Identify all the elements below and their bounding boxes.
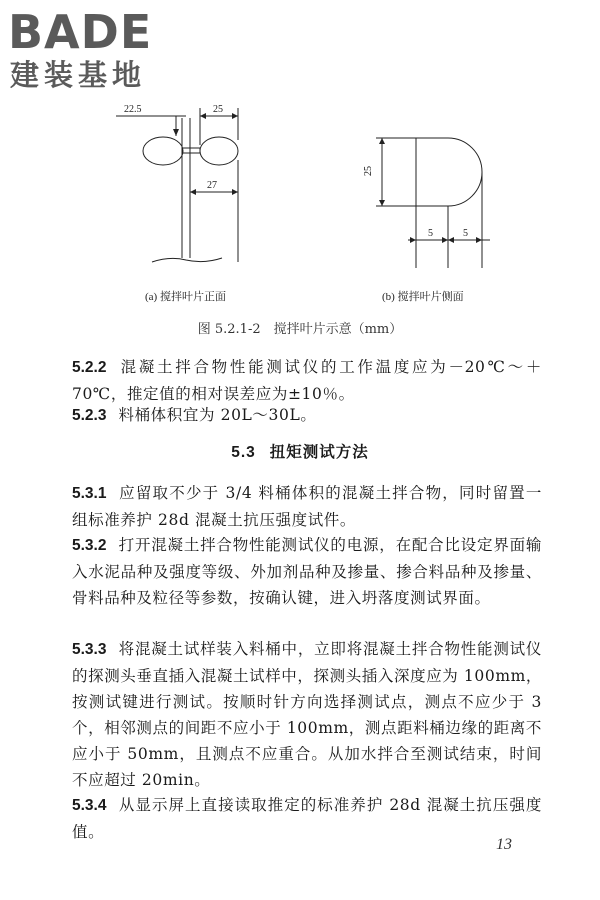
clause-text: 料桶体积宜为 20L～30L。 [118,406,317,424]
paragraph-5-3-2 [72,532,542,611]
clause-text: 从显示屏上直接读取推定的标准养护 28d 混凝土抗压强度值。 [72,796,542,841]
arrow-25v-bottom [379,200,385,206]
dim-label-27: 27 [207,180,217,191]
arrow-5d [476,237,482,243]
dim-label-25: 25 [213,104,223,115]
clause-number: 5.3.1 [72,485,107,502]
arrow-25v-top [379,138,385,144]
dim-label-25v: 25 [363,166,374,176]
blade-hub [182,148,200,153]
logo-wordmark: BADE [8,5,153,59]
arrow-25a [200,113,206,119]
clause-number: 5.3.4 [72,797,107,814]
arrow-5a [410,237,416,243]
arrow-5b [442,237,448,243]
clause-text: 打开混凝土拌合物性能测试仪的电源，在配合比设定界面输入水泥品种及强度等级、外加剂品种及掺量、掺合料品种及掺量、骨料品种及粒径等参数，按确认键，进入坍落度测试界面。 [72,536,542,607]
blade-right [200,137,238,165]
dim-label-22: 22.5 [124,104,142,115]
dim-label-5a: 5 [428,228,433,239]
clause-number: 5.2.2 [72,359,107,376]
blade-left [143,137,183,165]
paragraph-5-2-2 [72,354,542,407]
section-number: 5.3 [231,444,256,461]
paragraph-5-3-3 [72,636,542,793]
arrow-27b [232,189,238,195]
section-heading [0,440,600,462]
blade-figure [0,95,600,340]
dim-label-5b: 5 [463,228,468,239]
label-front-view: (a) 搅拌叶片正面 [145,291,226,303]
figure-caption: 图 5.2.1-2 搅拌叶片示意（mm） [197,322,403,337]
blade-diagram [0,95,600,340]
clause-text: 应留取不少于 3/4 料桶体积的混凝土拌合物，同时留置一组标准养护 28d 混凝土抗压强度试件。 [72,484,542,529]
clause-number: 5.3.3 [72,641,107,658]
arrow-22 [173,129,179,136]
break-line [152,258,222,262]
clause-text: 混凝土拌合物性能测试仪的工作温度应为－20℃～＋70℃，推定值的相对误差应为±10％。 [72,358,542,403]
arrow-27a [190,189,196,195]
logo [8,6,208,98]
arrow-25b [232,113,238,119]
label-side-view: (b) 搅拌叶片侧面 [382,291,464,303]
arrow-5c [448,237,454,243]
clause-number: 5.2.3 [72,407,107,424]
clause-text: 将混凝土试样装入料桶中，立即将混凝土拌合物性能测试仪的探测头垂直插入混凝土试样中，探测头插入深度应为 100mm，按测试键进行测试。按顺时针方向选择测试点，测点不应少于 3 个，相邻测点的间距不应小于 100mm，测点距料桶边缘的距离不应小于 50mm，且测点不应重合。从加水拌合至测试结束，时间不应超过 20min。 [72,640,543,789]
paragraph-5-2-3 [72,402,542,429]
paragraph-5-3-1 [72,480,542,533]
section-title: 扭矩测试方法 [269,442,369,461]
paragraph-5-3-4 [72,792,542,845]
blade-side-shape [416,138,482,206]
logo-subtitle: 建装基地 [10,58,147,92]
page-number: 13 [496,836,512,853]
clause-number: 5.3.2 [72,537,107,554]
